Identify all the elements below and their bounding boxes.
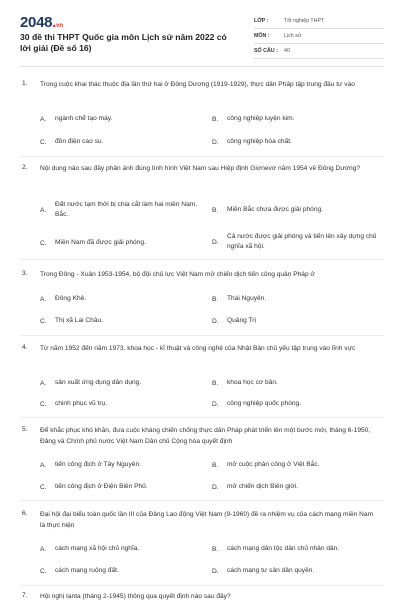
option-letter: D. (212, 317, 219, 325)
option-letter: B. (212, 115, 219, 123)
option-text: cách mạng tư sản dân quyền. (227, 567, 315, 574)
option-text: công nghiệp luyện kim. (227, 115, 295, 122)
option-text: tiến công địch ở Điện Biên Phủ. (55, 483, 148, 490)
meta-row-class (254, 14, 384, 29)
option-letter: A. (40, 115, 47, 123)
question-separator (20, 500, 384, 501)
question-number: 3. (22, 270, 28, 277)
meta-label: MÔN : (254, 33, 270, 39)
site-logo[interactable] (20, 14, 63, 31)
option-text: Đông Khê. (55, 295, 87, 302)
option-a[interactable] (40, 460, 200, 470)
question-text: Trong cuộc khai thác thuộc địa lần thứ hai ở Đông Dương (1919-1929), thực dân Pháp tập trung đầu tư vào (40, 81, 355, 88)
question-number: 1. (22, 80, 28, 87)
option-a[interactable] (40, 114, 200, 124)
question-text: Hội nghị Ianta (tháng 2-1945) thông qua quyết định nào sau đây? (40, 593, 231, 600)
question-text: Từ năm 1952 đến năm 1973, khoa học - kĩ thuật và công nghệ của Nhật Bản chủ yếu tập trung vào lĩnh vực (40, 345, 356, 352)
option-letter: C. (40, 317, 47, 325)
question-number: 5. (22, 426, 28, 433)
option-letter: B. (212, 461, 219, 469)
question-separator (20, 417, 384, 418)
option-text: Quảng Trị (227, 317, 256, 324)
option-letter: A. (40, 295, 47, 303)
option-d[interactable] (212, 566, 377, 576)
question-text: Đại hội đại biểu toàn quốc lần III của Đảng Lao động Việt Nam (9-1960) đề ra nhiệm vụ của cách mạng miền Nam là thực hiện (40, 511, 374, 529)
question-text: Để khắc phục khó khăn, đưa cuộc kháng chiến chống thực dân Pháp phát triển lên một bước mới, tháng 6-1950, Đảng và Chính phủ nước Việt Nam Dân chủ Cộng hòa quyết định (40, 427, 371, 445)
document-meta (254, 14, 384, 59)
option-text: khoa học cơ bản. (227, 379, 278, 386)
option-letter: B. (212, 295, 219, 303)
meta-value: Lịch sử (284, 33, 302, 39)
option-text: cách mạng xã hội chủ nghĩa. (55, 545, 140, 552)
logo-dot: . (52, 14, 57, 31)
meta-value: 40 (284, 48, 290, 54)
meta-row-subject (254, 29, 384, 44)
option-text: chinh phục vũ trụ. (55, 400, 108, 407)
option-text: Thị xã Lai Châu. (55, 317, 104, 324)
question-number: 4. (22, 344, 28, 351)
question-separator (20, 259, 384, 260)
option-d[interactable] (212, 482, 377, 492)
question-text: Nội dung nào sau đây phản ánh đúng tình hình Việt Nam sau Hiệp định Giơnevơ năm 1954 về Đông Dương? (40, 165, 361, 172)
option-text: công nghiệp quốc phòng. (227, 400, 302, 407)
option-letter: C. (40, 138, 47, 146)
option-text: Cả nước được giải phóng và tiến lên xây dựng chủ nghĩa xã hội. (227, 233, 377, 250)
option-a[interactable] (40, 544, 200, 554)
option-letter: C. (40, 400, 47, 408)
option-c[interactable] (40, 137, 200, 147)
option-letter: B. (212, 379, 219, 387)
document-title: 30 đề thi THPT Quốc gia môn Lịch sử năm 2022 có lời giải (Đề số 16) (20, 32, 227, 53)
option-letter: C. (40, 239, 47, 247)
option-letter: D. (212, 138, 219, 146)
option-text: mở chiến dịch Biên giới. (227, 483, 298, 490)
meta-row-count (254, 44, 384, 59)
question-number: 7. (22, 592, 28, 599)
question-number: 2. (22, 164, 28, 171)
option-text: Miền Bắc chưa được giải phóng. (227, 206, 323, 213)
option-text: đồn điền cao su. (55, 138, 104, 145)
option-letter: B. (212, 206, 219, 214)
option-d[interactable] (212, 137, 377, 147)
option-letter: C. (40, 483, 47, 491)
question-text: Trong Đông - Xuân 1953-1954, bộ đội chủ lực Việt Nam mở chiến dịch tiến công quân Pháp ở (40, 271, 315, 278)
option-letter: A. (40, 461, 47, 469)
option-text: Thái Nguyên. (227, 295, 267, 302)
option-b[interactable] (212, 378, 377, 388)
option-text: ngành chế tạo máy. (55, 115, 113, 122)
option-a[interactable] (40, 200, 208, 220)
option-d[interactable] (212, 399, 377, 409)
meta-label: LỚP : (254, 18, 269, 24)
option-text: sản xuất ứng dụng dân dụng. (55, 379, 142, 386)
option-a[interactable] (40, 294, 200, 304)
option-text: tiến công địch ở Tây Nguyên. (55, 461, 141, 468)
document-header (0, 0, 400, 66)
option-letter: D. (212, 238, 219, 246)
option-letter: B. (212, 545, 219, 553)
question-separator (20, 335, 384, 336)
option-text: mở cuộc phản công ở Việt Bắc. (227, 461, 320, 468)
logo-suffix: vn (56, 23, 64, 29)
option-c[interactable] (40, 238, 208, 248)
option-c[interactable] (40, 566, 200, 576)
option-letter: D. (212, 483, 219, 491)
meta-value: Tốt nghiệp THPT (284, 18, 325, 24)
option-b[interactable] (212, 544, 377, 554)
option-text: Đất nước tạm thời bị chia cắt làm hai miền Nam, Bắc. (55, 201, 198, 218)
option-c[interactable] (40, 399, 200, 409)
option-text: công nghiệp hóa chất. (227, 138, 292, 145)
option-letter: A. (40, 206, 47, 214)
option-b[interactable] (212, 294, 377, 304)
option-text: Miền Nam đã được giải phóng. (55, 239, 146, 246)
option-a[interactable] (40, 378, 200, 388)
option-text: cách mạng ruộng đất. (55, 567, 119, 574)
option-c[interactable] (40, 482, 200, 492)
logo-main: 2048 (20, 14, 53, 31)
header-divider (20, 66, 384, 67)
option-letter: A. (40, 545, 47, 553)
option-b[interactable] (212, 205, 377, 215)
option-letter: A. (40, 379, 47, 387)
option-letter: D. (212, 567, 219, 575)
option-letter: C. (40, 567, 47, 575)
meta-label: SỐ CÂU : (254, 48, 278, 54)
option-d[interactable] (212, 232, 380, 252)
question-separator (20, 156, 384, 157)
option-text: cách mạng dân tộc dân chủ nhân dân. (227, 545, 340, 552)
option-d[interactable] (212, 316, 377, 326)
option-b[interactable] (212, 114, 377, 124)
question-separator (20, 585, 384, 586)
option-letter: D. (212, 400, 219, 408)
option-c[interactable] (40, 316, 200, 326)
question-number: 6. (22, 510, 28, 517)
option-b[interactable] (212, 460, 377, 470)
